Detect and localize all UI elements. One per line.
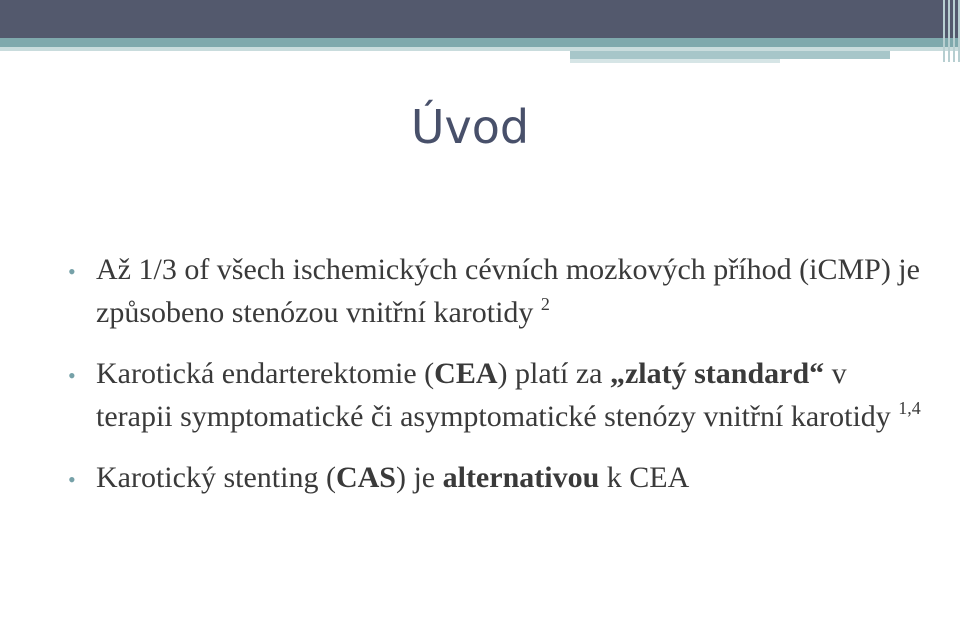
bullet-bold-text: „zlatý standard“	[609, 357, 825, 390]
bullet-bold-text: CEA	[434, 357, 498, 390]
bullet-list	[68, 248, 928, 517]
header-right-band-thin	[570, 59, 780, 63]
header-vertical-stripes	[930, 0, 960, 62]
bullet-item	[68, 352, 928, 438]
bullet-text: v terapii symptomatické či asymptomatické stenózy vnitřní karotidy	[96, 357, 891, 433]
bullet-dot-icon: •	[68, 467, 76, 492]
slide-title: Úvod	[410, 100, 530, 154]
bullet-text: k CEA	[599, 461, 690, 494]
bullet-text: Karotický stenting (	[96, 461, 336, 494]
bullet-dot-icon: •	[68, 363, 76, 388]
bullet-text: Karotická endarterektomie (	[96, 357, 435, 390]
bullet-text: Až 1/3 of všech ischemických cévních mozkových příhod (iCMP) je způsobeno stenózou vnitřní karotidy	[96, 253, 920, 329]
bullet-text: ) platí za	[497, 357, 610, 390]
bullet-item	[68, 456, 928, 499]
bullet-item	[68, 248, 928, 334]
bullet-text: ) je	[395, 461, 443, 494]
reference-number: 1,4	[898, 398, 921, 418]
reference-number: 2	[540, 294, 550, 314]
header-right-band	[570, 51, 890, 59]
header-bar	[0, 0, 960, 38]
header-accent-band	[0, 38, 960, 47]
bullet-bold-text: alternativou	[442, 461, 600, 494]
bullet-dot-icon: •	[68, 259, 76, 284]
bullet-bold-text: CAS	[335, 461, 396, 494]
